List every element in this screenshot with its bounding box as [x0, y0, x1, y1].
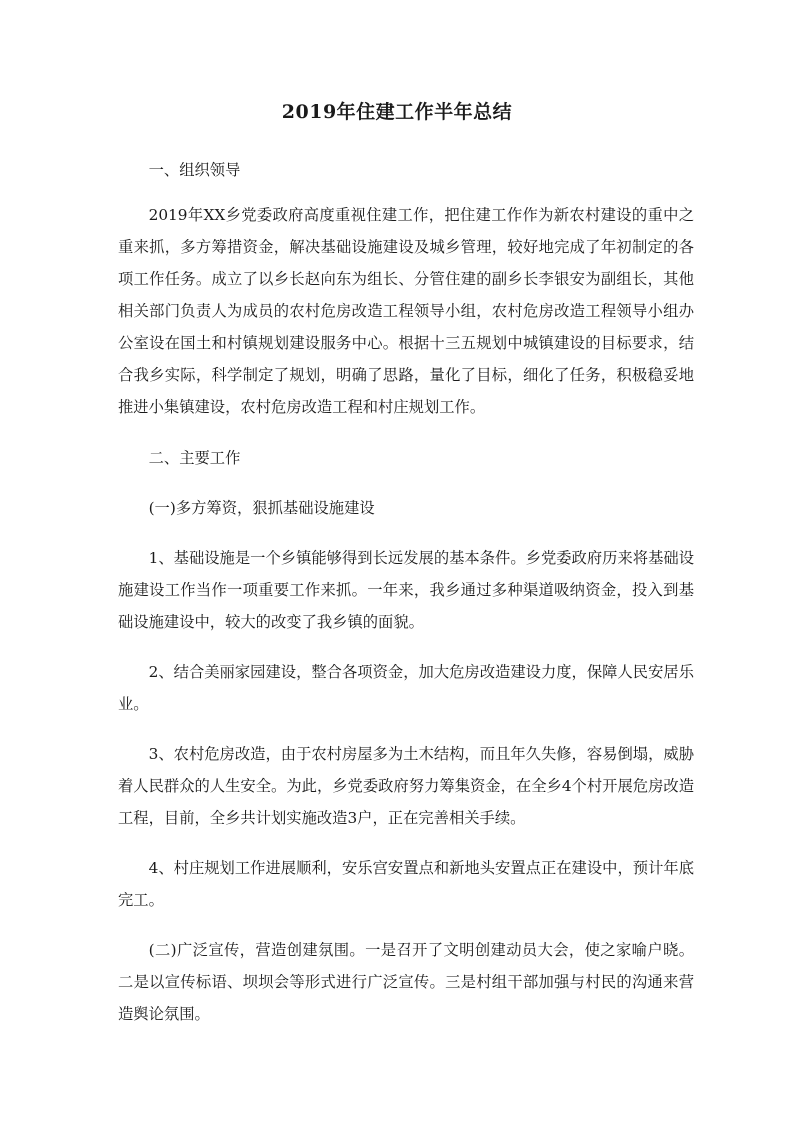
list-item: 2、结合美丽家园建设，整合各项资金，加大危房改造建设力度，保障人民安居乐业。 [118, 663, 694, 713]
subsection-paragraph-publicity: (二)广泛宣传，营造创建氛围。一是召开了文明创建动员大会，使之家喻户晓。二是以宣传标语、坝坝会等形式进行广泛宣传。三是村组干部加强与村民的沟通来营造舆论氛围。 [118, 941, 694, 1023]
section-paragraph-organization: 2019年XX乡党委政府高度重视住建工作，把住建工作作为新农村建设的重中之重来抓，多方筹措资金，解决基础设施建设及城乡管理，较好地完成了年初制定的各项工作任务。成立了以乡长赵向东为组长、分管住建的副乡长李银安为副组长，其他相关部门负责人为成员的农村危房改造工程领导小组，农村危房改造工程领导小组办公室设在国土和村镇规划建设服务中心。根据十三五规划中城镇建设的目标要求，结合我乡实际，科学制定了规划，明确了思路，量化了目标，细化了任务，积极稳妥地推进小集镇建设，农村危房改造工程和村庄规划工作。 [118, 206, 694, 416]
list-item: 1、基础设施是一个乡镇能够得到长远发展的基本条件。乡党委政府历来将基础设施建设工作当作一项重要工作来抓。一年来，我乡通过多种渠道吸纳资金，投入到基础设施建设中，较大的改变了我乡镇的面貌。 [118, 549, 694, 631]
section-heading-organization: 一、组织领导 [148, 161, 241, 179]
subsection-heading-infrastructure: (一)多方筹资，狠抓基础设施建设 [148, 499, 375, 517]
list-item: 3、农村危房改造，由于农村房屋多为土木结构，而且年久失修，容易倒塌，威胁着人民群众的人生安全。为此，乡党委政府努力筹集资金，在全乡4个村开展危房改造工程，目前，全乡共计划实施改造3户，正在完善相关手续。 [118, 745, 694, 827]
document-body [118, 154, 694, 1030]
section-heading-main-work: 二、主要工作 [148, 449, 241, 467]
list-item: 4、村庄规划工作进展顺利，安乐宫安置点和新地头安置点正在建设中，预计年底完工。 [118, 859, 694, 909]
document-title: 2019年住建工作半年总结 [281, 101, 513, 123]
